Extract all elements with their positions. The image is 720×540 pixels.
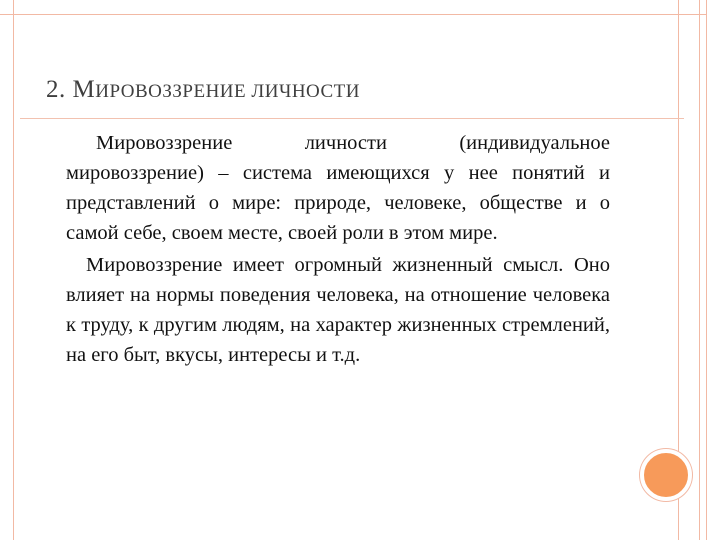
frame-top-line [0, 14, 706, 15]
title-number: 2. [46, 76, 66, 103]
title-rest: ИРОВОЗЗРЕНИЕ ЛИЧНОСТИ [95, 81, 361, 102]
paragraph-1: Мировоззрение личности (индивидуальное мировоззрение) – система имеющихся у нее понятий и представлений о мире: природе, человеке, обществе и о самой себе, своем месте, своей роли в этом мире. [66, 132, 610, 244]
slide-title [46, 76, 360, 104]
paragraph-2: Мировоззрение имеет огромный жизненный смысл. Оно влияет на нормы поведения человека, на отношение человека к труду, к другим людям, на характер жизненных стремлений, на его быт, вкусы, интересы и т.д. [66, 254, 610, 366]
accent-circle [640, 449, 692, 501]
title-initial: М [72, 76, 96, 103]
title-underline [20, 118, 684, 119]
frame-left-line [13, 0, 14, 540]
slide-body [66, 128, 610, 370]
frame-right-line [706, 0, 707, 540]
